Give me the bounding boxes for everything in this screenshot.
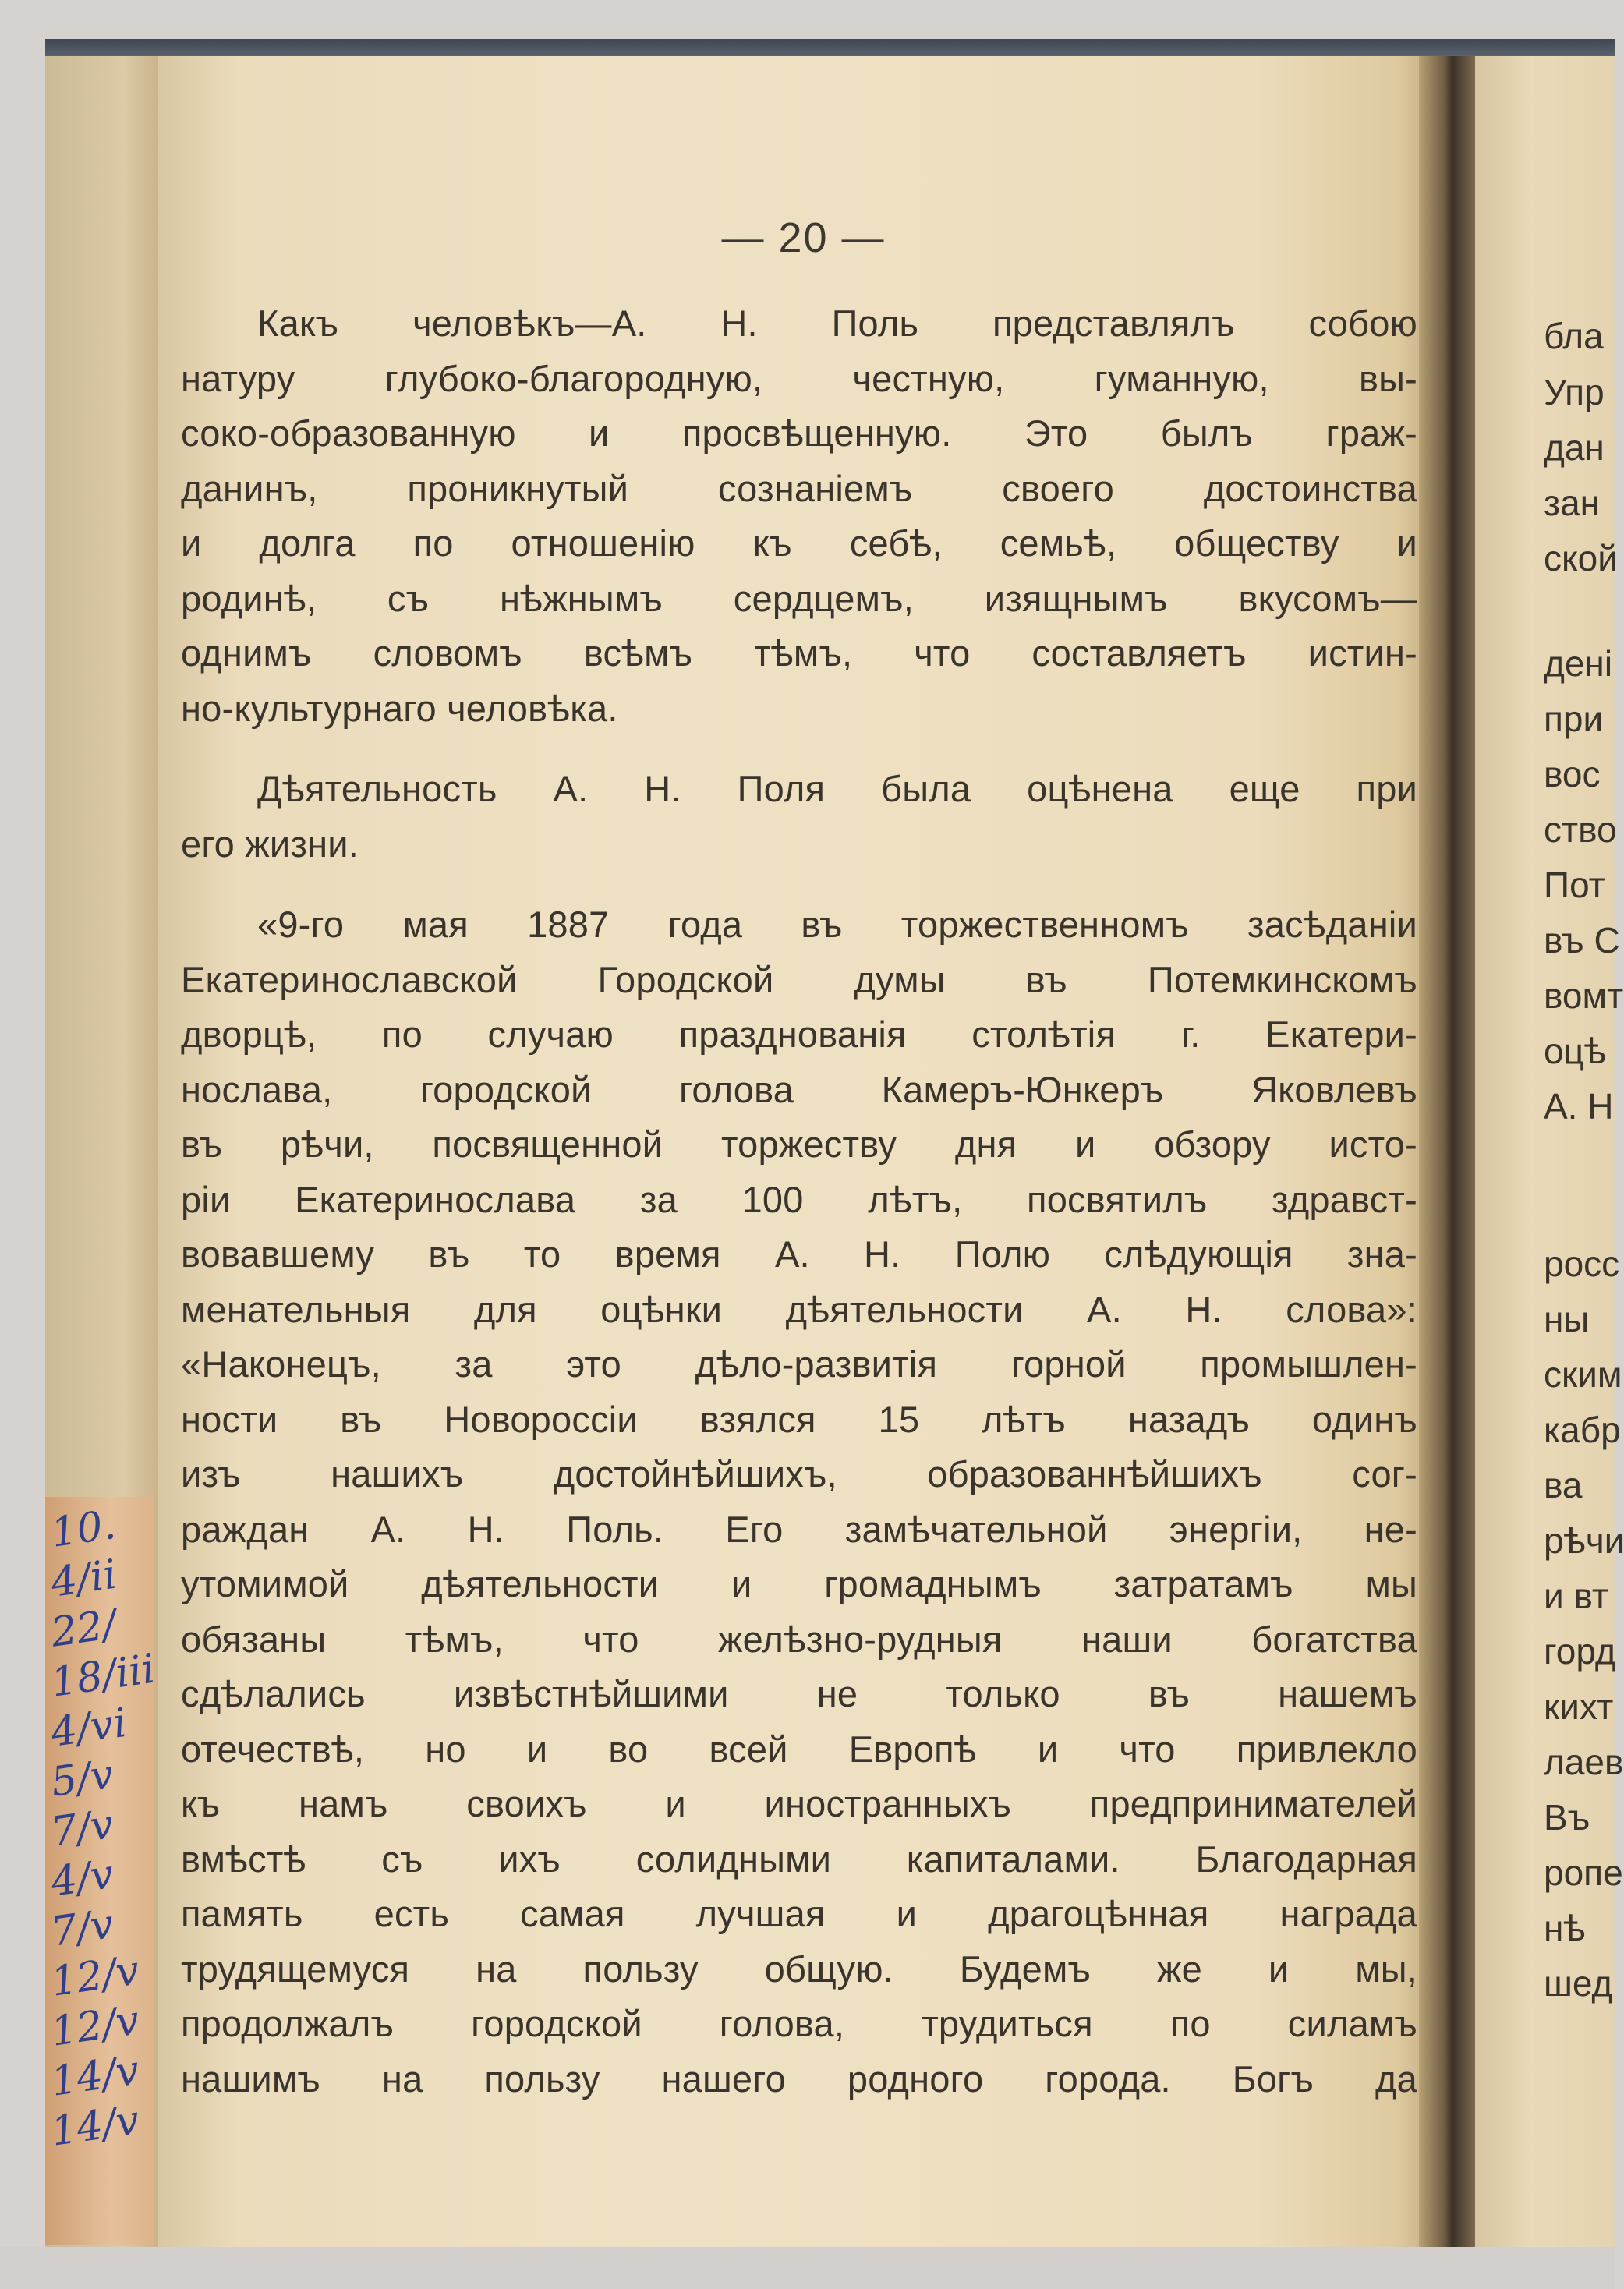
date-mark: 14/v — [48, 2047, 143, 2106]
fragment-line: зан — [1544, 483, 1601, 523]
text-line: утомимой дѣятельности и громаднымъ затратамъ мы — [181, 1563, 1417, 1604]
fragment-line: А. Н — [1544, 1086, 1614, 1127]
facing-page-fragment — [1475, 56, 1624, 2247]
fragment-line: ропе — [1544, 1852, 1623, 1893]
date-mark: 12/v — [48, 1947, 143, 2006]
text-line: родинѣ, съ нѣжнымъ сердцемъ, изящнымъ вкусомъ— — [181, 577, 1417, 619]
date-mark: 5/v — [48, 1751, 117, 1806]
text-line: отечествѣ, но и во всей Европѣ и что привлекло — [181, 1728, 1417, 1770]
text-line: въ рѣчи, посвященной торжеству дня и обзору исто- — [181, 1123, 1417, 1165]
text-line: и долга по отношенію къ себѣ, семьѣ, обществу и — [181, 522, 1417, 564]
fragment-line: ской — [1544, 538, 1618, 578]
text-line: раждан А. Н. Поль. Его замѣчательной энергіи, не- — [181, 1508, 1417, 1550]
text-line: натуру глубоко-благородную, честную, гуманную, вы- — [181, 357, 1417, 399]
page-text — [181, 296, 1417, 2107]
text-line: менательныя для оцѣнки дѣятельности А. Н. слова»: — [181, 1288, 1417, 1330]
scanner-edge — [45, 39, 1615, 56]
date-mark: 10. — [48, 1501, 119, 1557]
text-line: но-культурнаго человѣка. — [181, 687, 618, 729]
fragment-line: ва — [1544, 1465, 1583, 1505]
text-line: «9-го мая 1887 года въ торжественномъ засѣданіи — [257, 904, 1417, 945]
fragment-line: оцѣ — [1544, 1031, 1607, 1071]
text-line: вовавшему въ то время А. Н. Полю слѣдующія зна- — [181, 1233, 1417, 1275]
text-line: Дѣятельность А. Н. Поля была оцѣнена еще при — [257, 768, 1417, 809]
text-line: дворцѣ, по случаю празднованія столѣтія г. Екатери- — [181, 1014, 1417, 1055]
fragment-line: кабр — [1544, 1410, 1621, 1450]
fragment-line: вомт — [1544, 975, 1624, 1016]
fragment-line: дені — [1544, 643, 1613, 684]
text-line: продолжалъ городской голова, трудиться по силамъ — [181, 2003, 1417, 2044]
fragment-line: росс — [1544, 1244, 1620, 1284]
margin-date-marks — [48, 1501, 158, 2157]
date-mark: 4/v — [48, 1851, 117, 1906]
text-line: вмѣстѣ съ ихъ солидными капиталами. Благодарная — [181, 1838, 1417, 1880]
fragment-line: горд — [1544, 1631, 1616, 1672]
date-mark: 4/ii — [48, 1551, 120, 1607]
date-mark: 7/v — [48, 1901, 117, 1956]
fragment-line: вос — [1544, 754, 1601, 794]
fragment-line: рѣчи — [1544, 1520, 1624, 1561]
fragment-line: дан — [1544, 427, 1605, 468]
fragment-line: шед — [1544, 1963, 1613, 2004]
text-line: «Наконецъ, за это дѣло-развитія горной промышлен- — [181, 1343, 1417, 1385]
book-gutter-shadow — [1419, 56, 1475, 2247]
text-line: ріи Екатеринослава за 100 лѣтъ, посвятилъ здравст- — [181, 1178, 1417, 1220]
fragment-line: лаев — [1544, 1742, 1624, 1782]
fragment-line: и вт — [1544, 1576, 1608, 1616]
fragment-line: бла — [1544, 316, 1604, 356]
text-line: ности въ Новороссіи взялся 15 лѣтъ назадъ одинъ — [181, 1398, 1417, 1440]
text-line: Какъ человѣкъ—А. Н. Поль представлялъ собою — [257, 302, 1417, 344]
fragment-line: въ С — [1544, 920, 1620, 961]
text-line: Екатеринославской Городской думы въ Потемкинскомъ — [181, 958, 1417, 1000]
fragment-line: ским — [1544, 1354, 1622, 1395]
fragment-line: Пот — [1544, 865, 1605, 905]
text-line: его жизни. — [181, 823, 359, 865]
fragment-line: при — [1544, 699, 1604, 739]
text-line: однимъ словомъ всѣмъ тѣмъ, что составляетъ истин- — [181, 632, 1417, 674]
date-mark: 14/v — [48, 2096, 143, 2156]
scanner-bed — [0, 2247, 1615, 2289]
fragment-line: ство — [1544, 809, 1617, 850]
text-line: сдѣлались извѣстнѣйшими не только въ нашемъ — [181, 1673, 1417, 1714]
text-line: соко-образованную и просвѣщенную. Это былъ граж- — [181, 412, 1417, 454]
text-line: память есть самая лучшая и драгоцѣнная награда — [181, 1893, 1417, 1934]
page-number: — 20 — — [721, 214, 886, 261]
fragment-line: нѣ — [1544, 1908, 1586, 1948]
text-line: нослава, городской голова Камеръ-Юнкеръ Яковлевъ — [181, 1068, 1417, 1110]
fragment-line: Въ — [1544, 1797, 1590, 1838]
text-line: обязаны тѣмъ, что желѣзно-рудныя наши богатства — [181, 1618, 1417, 1660]
text-line: къ намъ своихъ и иностранныхъ предпринимателей — [181, 1783, 1417, 1824]
fragment-line: кихт — [1544, 1686, 1614, 1727]
date-mark: 12/v — [48, 1997, 143, 2056]
text-line: трудящемуся на пользу общую. Будемъ же и мы, — [181, 1948, 1417, 1990]
text-line: данинъ, проникнутый сознаніемъ своего достоинства — [181, 467, 1417, 509]
date-mark: 22/ — [48, 1601, 120, 1657]
date-mark: 4/vi — [48, 1699, 129, 1757]
text-line: изъ нашихъ достойнѣйшихъ, образованнѣйшихъ сог- — [181, 1453, 1417, 1495]
fragment-line: ны — [1544, 1299, 1590, 1339]
date-mark: 18/iii — [48, 1645, 158, 1707]
text-line: нашимъ на пользу нашего родного города. Богъ да — [181, 2057, 1417, 2100]
fragment-line: Упр — [1544, 372, 1605, 412]
date-mark: 7/v — [48, 1801, 117, 1856]
